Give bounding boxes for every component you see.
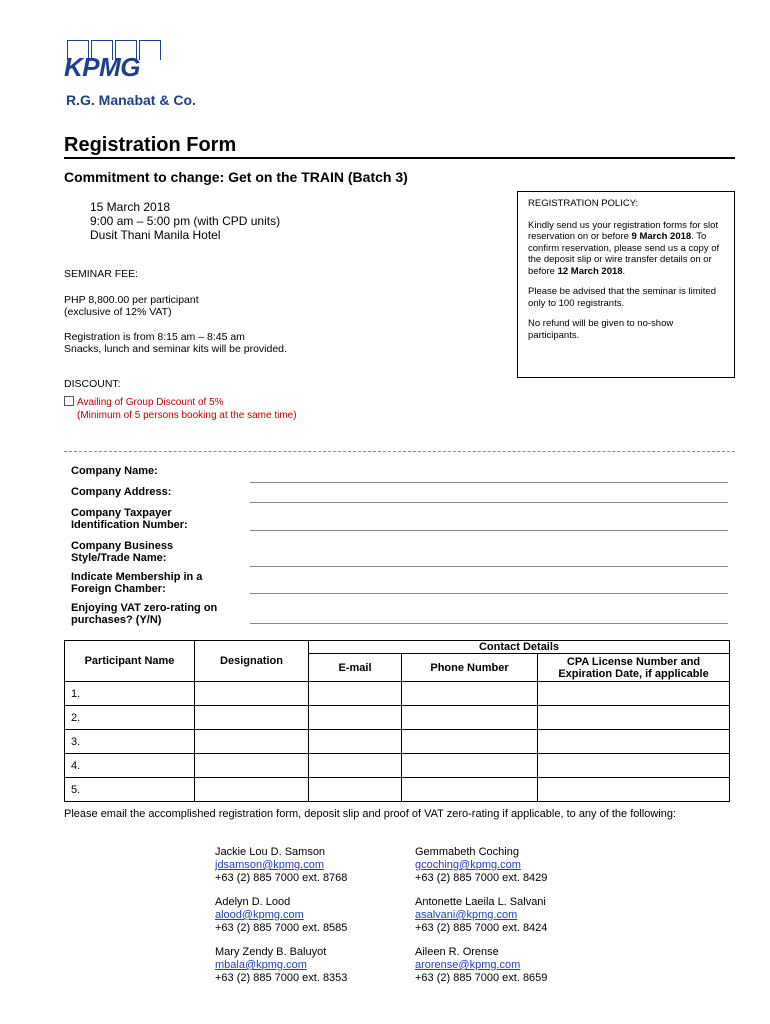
row-number[interactable]: 2.	[65, 706, 195, 730]
cell[interactable]	[402, 778, 538, 802]
policy-text: Kindly send us your registration forms for slot reservation on or before	[528, 219, 719, 242]
row-number[interactable]: 5.	[65, 778, 195, 802]
contact-phone: +63 (2) 885 7000 ext. 8353	[215, 972, 348, 984]
col-cpa-line2: Expiration Date, if applicable	[558, 667, 709, 680]
company-name-label	[71, 465, 158, 477]
contact-name: Mary Zendy B. Baluyot	[215, 946, 327, 958]
cell[interactable]	[402, 682, 538, 706]
table-row	[65, 706, 730, 730]
cell[interactable]	[538, 754, 730, 778]
row-number[interactable]: 3.	[65, 730, 195, 754]
participants-table	[64, 640, 730, 802]
fee-amount: PHP 8,800.00 per participant	[64, 294, 199, 306]
policy-date: 9 March 2018	[631, 231, 692, 242]
cell[interactable]	[402, 754, 538, 778]
business-style-label	[71, 540, 173, 564]
cell[interactable]	[195, 778, 309, 802]
contact-card	[215, 946, 347, 985]
cell[interactable]	[402, 706, 538, 730]
logo-text: KPMG	[64, 52, 140, 82]
vat-zero-rating-field[interactable]	[250, 623, 728, 624]
event-venue: Dusit Thani Manila Hotel	[90, 228, 221, 242]
registration-time: Registration is from 8:15 am – 8:45 am	[64, 331, 245, 343]
firm-name: R.G. Manabat & Co.	[66, 92, 196, 108]
table-row	[65, 754, 730, 778]
event-date: 15 March 2018	[90, 200, 171, 214]
contact-email-link[interactable]: jdsamson@kpmg.com	[215, 859, 324, 871]
cell[interactable]	[538, 730, 730, 754]
col-cpa-line1: CPA License Number and	[566, 655, 701, 668]
field-label: purchases? (Y/N)	[71, 614, 162, 626]
group-discount-checkbox[interactable]	[64, 396, 74, 406]
cell[interactable]	[309, 754, 402, 778]
field-label: Company Taxpayer	[71, 507, 172, 519]
col-cpa-license	[538, 654, 730, 682]
cell[interactable]	[309, 706, 402, 730]
cell[interactable]	[195, 682, 309, 706]
kpmg-logo	[64, 40, 174, 84]
row-number[interactable]: 1.	[65, 682, 195, 706]
discount-label: DISCOUNT:	[64, 378, 121, 390]
group-discount-note: (Minimum of 5 persons booking at the same time)	[77, 410, 297, 421]
col-group-contact-details: Contact Details	[309, 641, 730, 654]
contact-email-link[interactable]: arorense@kpmg.com	[415, 959, 521, 971]
contact-email-link[interactable]: gcoching@kpmg.com	[415, 859, 521, 871]
company-name-field[interactable]	[250, 482, 728, 483]
cell[interactable]	[538, 706, 730, 730]
contact-phone: +63 (2) 885 7000 ext. 8429	[415, 872, 548, 884]
cell[interactable]	[195, 754, 309, 778]
registration-info	[64, 331, 287, 355]
contact-email-link[interactable]: alood@kpmg.com	[215, 909, 304, 921]
contact-name: Antonette Laeila L. Salvani	[415, 896, 546, 908]
company-tin-label	[71, 507, 188, 531]
page-title: Registration Form	[64, 134, 237, 156]
policy-text: .	[622, 265, 626, 277]
field-label: Company Business	[71, 540, 174, 552]
foreign-chamber-field[interactable]	[250, 593, 728, 594]
field-label: Indicate Membership in a	[71, 571, 203, 583]
field-label: Enjoying VAT zero-rating on	[71, 602, 218, 614]
policy-date: 12 March 2018	[557, 265, 623, 277]
table-row	[65, 682, 730, 706]
company-address-field[interactable]	[250, 502, 728, 503]
vat-zero-rating-label	[71, 602, 217, 626]
cell[interactable]	[195, 706, 309, 730]
contact-name: Jackie Lou D. Samson	[215, 846, 326, 858]
contact-card	[415, 896, 547, 935]
contact-card	[215, 896, 347, 935]
field-label: Company Name:	[71, 465, 158, 477]
table-row	[65, 730, 730, 754]
policy-refund: No refund will be given to no-show participants.	[528, 318, 674, 341]
field-label: Style/Trade Name:	[71, 552, 167, 564]
col-participant-name: Participant Name	[65, 641, 195, 682]
foreign-chamber-label	[71, 571, 202, 595]
company-tin-field[interactable]	[250, 530, 728, 531]
company-address-label	[71, 486, 171, 498]
contact-phone: +63 (2) 885 7000 ext. 8424	[415, 922, 548, 934]
group-discount	[64, 396, 297, 422]
business-style-field[interactable]	[250, 566, 728, 567]
row-number[interactable]: 4.	[65, 754, 195, 778]
cell[interactable]	[195, 730, 309, 754]
fee-vat-note: (exclusive of 12% VAT)	[64, 306, 172, 318]
contact-card	[415, 946, 547, 985]
col-designation: Designation	[195, 641, 309, 682]
title-divider	[64, 157, 735, 159]
contact-phone: +63 (2) 885 7000 ext. 8659	[415, 972, 548, 984]
policy-limit: Please be advised that the seminar is limited only to 100 registrants.	[528, 286, 716, 309]
email-instructions: Please email the accomplished registration form, deposit slip and proof of VAT zero-rating if applicable, to any of the following:	[64, 808, 677, 820]
cell[interactable]	[309, 730, 402, 754]
seminar-fee	[64, 294, 199, 318]
policy-heading: REGISTRATION POLICY:	[528, 198, 639, 209]
contact-email-link[interactable]: mbala@kpmg.com	[215, 959, 307, 971]
section-divider	[64, 451, 735, 452]
field-label: Company Address:	[71, 486, 172, 498]
field-label: Identification Number:	[71, 519, 188, 531]
contact-name: Adelyn D. Lood	[215, 896, 291, 908]
policy-deadline	[528, 220, 726, 278]
group-discount-label: Availing of Group Discount of 5%	[77, 397, 224, 408]
registration-policy-box	[517, 191, 735, 378]
table-row	[65, 778, 730, 802]
contact-phone: +63 (2) 885 7000 ext. 8585	[215, 922, 348, 934]
registration-inclusions: Snacks, lunch and seminar kits will be provided.	[64, 343, 287, 355]
field-label: Foreign Chamber:	[71, 583, 166, 595]
policy-text: . To confirm reservation, please send us a copy of the deposit slip or wire transfer details on or before	[528, 231, 720, 277]
seminar-fee-label: SEMINAR FEE:	[64, 268, 139, 280]
contact-name: Aileen R. Orense	[415, 946, 499, 958]
cell[interactable]	[309, 682, 402, 706]
contact-card	[415, 846, 547, 885]
event-time: 9:00 am – 5:00 pm (with CPD units)	[90, 214, 281, 228]
cell[interactable]	[402, 730, 538, 754]
contact-phone: +63 (2) 885 7000 ext. 8768	[215, 872, 348, 884]
seminar-title: Commitment to change: Get on the TRAIN (Batch 3)	[64, 169, 408, 185]
col-email: E-mail	[309, 654, 402, 682]
col-phone-number: Phone Number	[402, 654, 538, 682]
cell[interactable]	[538, 778, 730, 802]
contact-email-link[interactable]: asalvani@kpmg.com	[415, 909, 518, 921]
contact-name: Gemmabeth Coching	[415, 846, 519, 858]
cell[interactable]	[309, 778, 402, 802]
event-details	[90, 200, 280, 242]
cell[interactable]	[538, 682, 730, 706]
contact-card	[215, 846, 347, 885]
